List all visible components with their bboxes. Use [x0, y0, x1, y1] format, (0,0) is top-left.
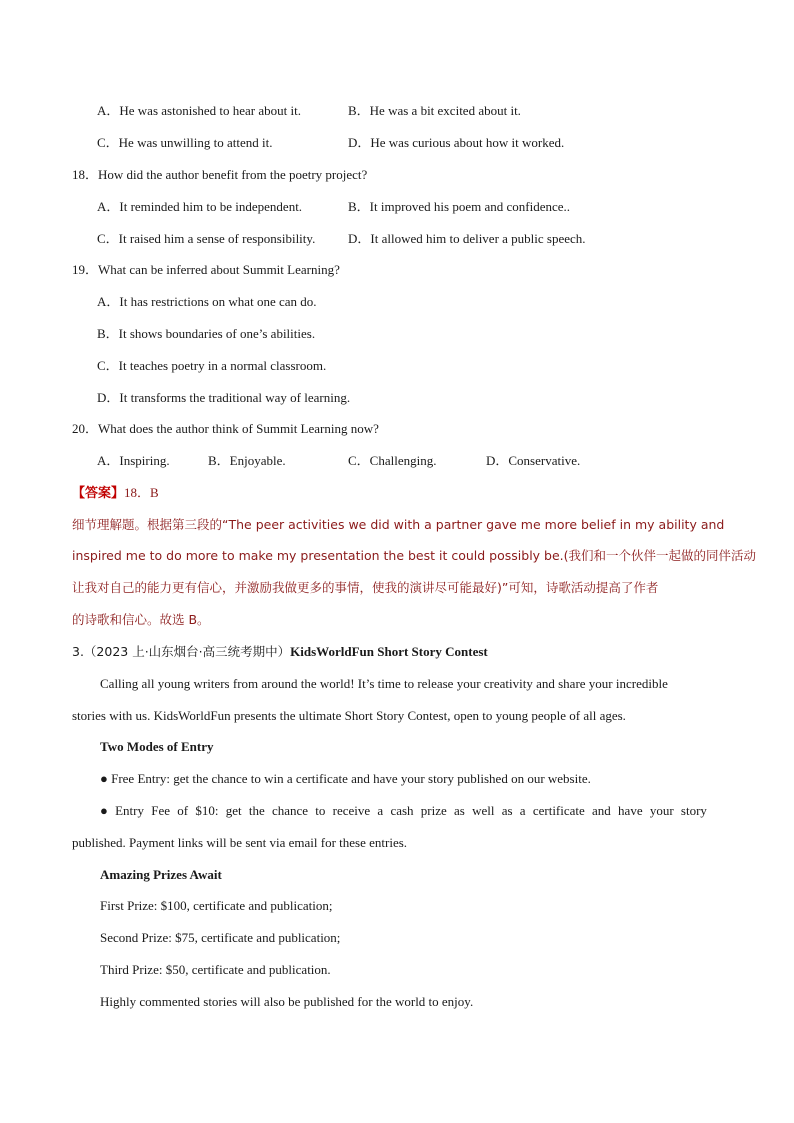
q18-option-d: D．It allowed him to deliver a public speech. — [348, 231, 586, 246]
answer-explanation-line-2: inspired me to do more to make my presentation the best it could possibly be.(我们和一个伙伴一起做的同伴活动 — [72, 548, 757, 563]
passage-source: 3.（2023 上·山东烟台·高三统考期中） — [72, 644, 291, 659]
q17-option-b: B．He was a bit excited about it. — [348, 103, 521, 118]
answer-value: 18．B — [124, 485, 159, 500]
q19-option-b: B．It shows boundaries of one’s abilities. — [97, 326, 316, 341]
passage-heading — [72, 644, 488, 660]
q20-stem: 20．What does the author think of Summit Learning now? — [72, 421, 379, 436]
answer-explanation-line-3: 让我对自己的能力更有信心，并激励我做更多的事情，使我的演讲尽可能最好)”可知，诗歌活动提高了作者 — [72, 580, 659, 595]
answer-heading — [72, 485, 159, 502]
q20-option-b: B．Enjoyable. — [208, 453, 286, 468]
q18-option-a: A．It reminded him to be independent. — [97, 199, 303, 214]
passage-title: KidsWorldFun Short Story Contest — [290, 644, 488, 659]
fee-entry-item-line-1: ● Entry Fee of $10: get the chance to receive a cash prize as well as a certificate and have your story — [100, 803, 707, 818]
q18-option-c: C．It raised him a sense of responsibility. — [97, 231, 316, 246]
second-prize: Second Prize: $75, certificate and publication; — [100, 930, 341, 945]
fee-entry-item-line-2: published. Payment links will be sent via email for these entries. — [72, 835, 408, 850]
q19-option-c: C．It teaches poetry in a normal classroom. — [97, 358, 327, 373]
q19-option-d: D．It transforms the traditional way of learning. — [97, 390, 351, 405]
passage-paragraph-1-line-2: stories with us. KidsWorldFun presents the ultimate Short Story Contest, open to young people of all ages. — [72, 708, 626, 723]
q17-option-d: D．He was curious about how it worked. — [348, 135, 565, 150]
q20-option-c: C．Challenging. — [348, 453, 437, 468]
q20-option-d: D．Conservative. — [486, 453, 581, 468]
answer-explanation-line-1: 细节理解题。根据第三段的“The peer activities we did with a partner gave me more belief in my ability and — [72, 517, 725, 532]
q17-option-a: A．He was astonished to hear about it. — [97, 103, 301, 118]
q17-option-c: C．He was unwilling to attend it. — [97, 135, 273, 150]
q18-stem: 18．How did the author benefit from the poetry project? — [72, 167, 368, 182]
third-prize: Third Prize: $50, certificate and publication. — [100, 962, 331, 977]
first-prize: First Prize: $100, certificate and publication; — [100, 898, 333, 913]
passage-paragraph-1-line-1: Calling all young writers from around the world! It’s time to release your creativity and share your incredible — [100, 676, 668, 691]
q20-option-a: A．Inspiring. — [97, 453, 170, 468]
q18-option-b: B．It improved his poem and confidence.. — [348, 199, 571, 214]
q19-option-a: A．It has restrictions on what one can do. — [97, 294, 317, 309]
highly-commended-note: Highly commented stories will also be published for the world to enjoy. — [100, 994, 474, 1009]
free-entry-item: ● Free Entry: get the chance to win a certificate and have your story published on our website. — [100, 771, 591, 786]
q19-stem: 19．What can be inferred about Summit Learning? — [72, 262, 340, 277]
answer-explanation-line-4: 的诗歌和信心。故选 B。 — [72, 612, 210, 627]
section-heading-entry-modes: Two Modes of Entry — [100, 739, 214, 754]
section-heading-prizes: Amazing Prizes Await — [100, 867, 222, 882]
answer-tag: 【答案】 — [72, 486, 125, 501]
